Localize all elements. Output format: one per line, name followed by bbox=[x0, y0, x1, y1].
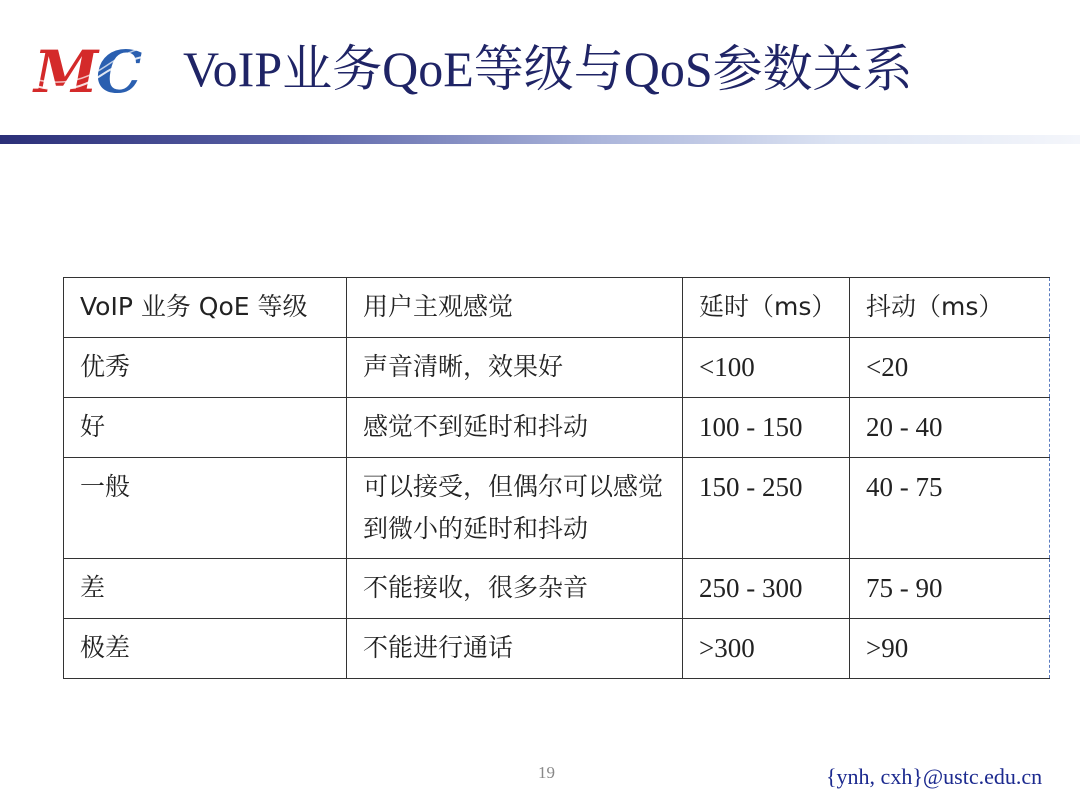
cell-jitter: >90 bbox=[850, 619, 1050, 679]
title-divider bbox=[0, 135, 1080, 144]
mc-logo bbox=[30, 36, 160, 102]
cell-jitter: 40 - 75 bbox=[850, 458, 1050, 559]
logo-m-letter: M bbox=[34, 38, 99, 102]
cell-jitter: 20 - 40 bbox=[850, 398, 1050, 458]
table-row bbox=[64, 398, 1050, 458]
cell-grade: 一般 bbox=[64, 458, 347, 559]
page-number: 19 bbox=[538, 763, 555, 782]
cell-feeling: 声音清晰，效果好 bbox=[347, 338, 683, 398]
header-user-feeling: 用户主观感觉 bbox=[347, 278, 683, 338]
author-email: {ynh, cxh}@ustc.edu.cn bbox=[826, 764, 1043, 789]
table-header-row bbox=[64, 278, 1050, 338]
cell-delay: 100 - 150 bbox=[683, 398, 850, 458]
cell-delay: >300 bbox=[683, 619, 850, 679]
table-row bbox=[64, 458, 1050, 559]
table-row bbox=[64, 559, 1050, 619]
table-row bbox=[64, 338, 1050, 398]
cell-grade: 优秀 bbox=[64, 338, 347, 398]
cell-delay: 250 - 300 bbox=[683, 559, 850, 619]
page-title: VoIP业务QoE等级与QoS参数关系 bbox=[183, 41, 913, 97]
cell-jitter: <20 bbox=[850, 338, 1050, 398]
logo-c-letter: C bbox=[96, 38, 143, 102]
cell-feeling: 不能接收，很多杂音 bbox=[347, 559, 683, 619]
cell-feeling: 可以接受，但偶尔可以感觉到微小的延时和抖动 bbox=[347, 458, 683, 559]
qoe-qos-table bbox=[63, 277, 1050, 679]
cell-grade: 差 bbox=[64, 559, 347, 619]
cell-feeling: 感觉不到延时和抖动 bbox=[347, 398, 683, 458]
cell-grade: 极差 bbox=[64, 619, 347, 679]
cell-delay: <100 bbox=[683, 338, 850, 398]
cell-delay: 150 - 250 bbox=[683, 458, 850, 559]
cell-grade: 好 bbox=[64, 398, 347, 458]
header-delay: 延时（ms） bbox=[683, 278, 850, 338]
cell-feeling: 不能进行通话 bbox=[347, 619, 683, 679]
table-row bbox=[64, 619, 1050, 679]
header-jitter: 抖动（ms） bbox=[850, 278, 1050, 338]
cell-jitter: 75 - 90 bbox=[850, 559, 1050, 619]
header-qoe-grade: VoIP 业务 QoE 等级 bbox=[64, 278, 347, 338]
